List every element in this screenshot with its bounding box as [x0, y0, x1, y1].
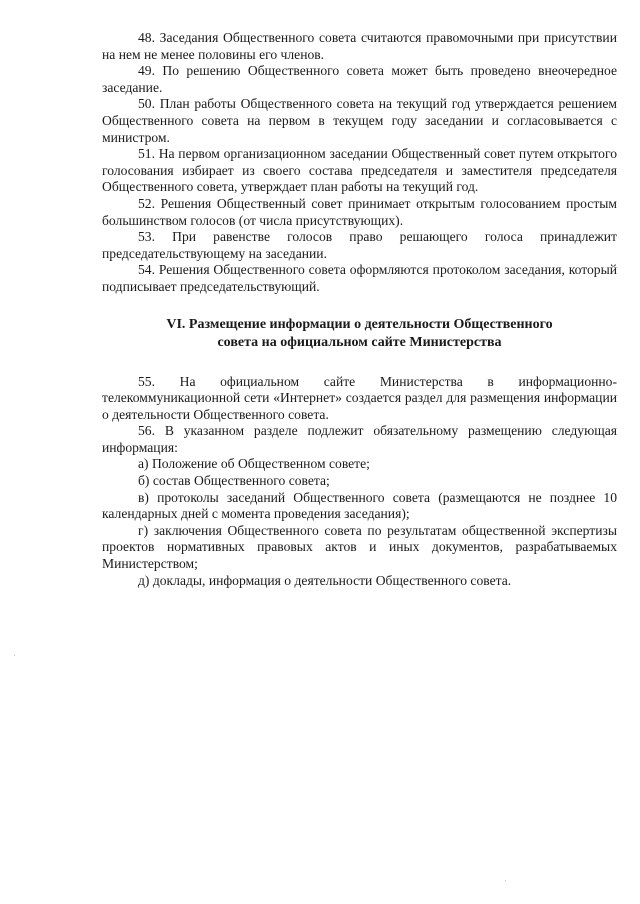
- list-item-b: б) состав Общественного совета;: [138, 473, 330, 489]
- section-heading-line-1: VI. Размещение информации о деятельности Общественного: [166, 316, 553, 332]
- list-item-g: г) заключения Общественного совета по результатам общественной экспертизы проектов нормативных правовых актов и иных документов, разрабатываемых Министерством;: [102, 522, 617, 572]
- list-item-a: а) Положение об Общественном совете;: [138, 456, 370, 472]
- paragraph-55: 55. На официальном сайте Министерства в информационно-телекоммуникационной сети «Интернет» создается раздел для размещения информации о деятельности Общественного совета.: [102, 373, 617, 422]
- scan-speck: [14, 655, 15, 656]
- scan-speck: [505, 880, 506, 881]
- paragraph-48: 48. Заседания Общественного совета считаются правомочными при присутствии на нем не менее половины его членов.: [102, 30, 617, 62]
- paragraph-50: 50. План работы Общественного совета на текущий год утверждается решением Общественного совета на первом в текущем году заседании и согласовывается с министром.: [102, 96, 617, 145]
- list-item-d: д) доклады, информация о деятельности Общественного совета.: [138, 572, 512, 588]
- paragraph-53: 53. При равенстве голосов право решающего голоса принадлежит председательствующему на заседании.: [102, 229, 617, 261]
- section-heading: [102, 316, 617, 352]
- paragraph-51: 51. На первом организационном заседании Общественный совет путем открытого голосования избирает из своего состава председателя и заместителя председателя Общественного совета, утверждает план работы на текущий год.: [102, 146, 617, 195]
- paragraph-56: 56. В указанном разделе подлежит обязательному размещению следующая информация:: [102, 423, 617, 455]
- paragraph-52: 52. Решения Общественный совет принимает открытым голосованием простым большинством голосов (от числа присутствующих).: [102, 195, 617, 228]
- paragraph-49: 49. По решению Общественного совета может быть проведено внеочередное заседание.: [102, 63, 617, 95]
- document-page: [102, 30, 617, 589]
- section-heading-line-2: совета на официальном сайте Министерства: [217, 334, 502, 350]
- paragraph-54: 54. Решения Общественного совета оформляются протоколом заседания, который подписывает председательствующий.: [102, 262, 617, 294]
- list-item-v: в) протоколы заседаний Общественного совета (размещаются не позднее 10 календарных дней с момента проведения заседания);: [102, 489, 617, 522]
